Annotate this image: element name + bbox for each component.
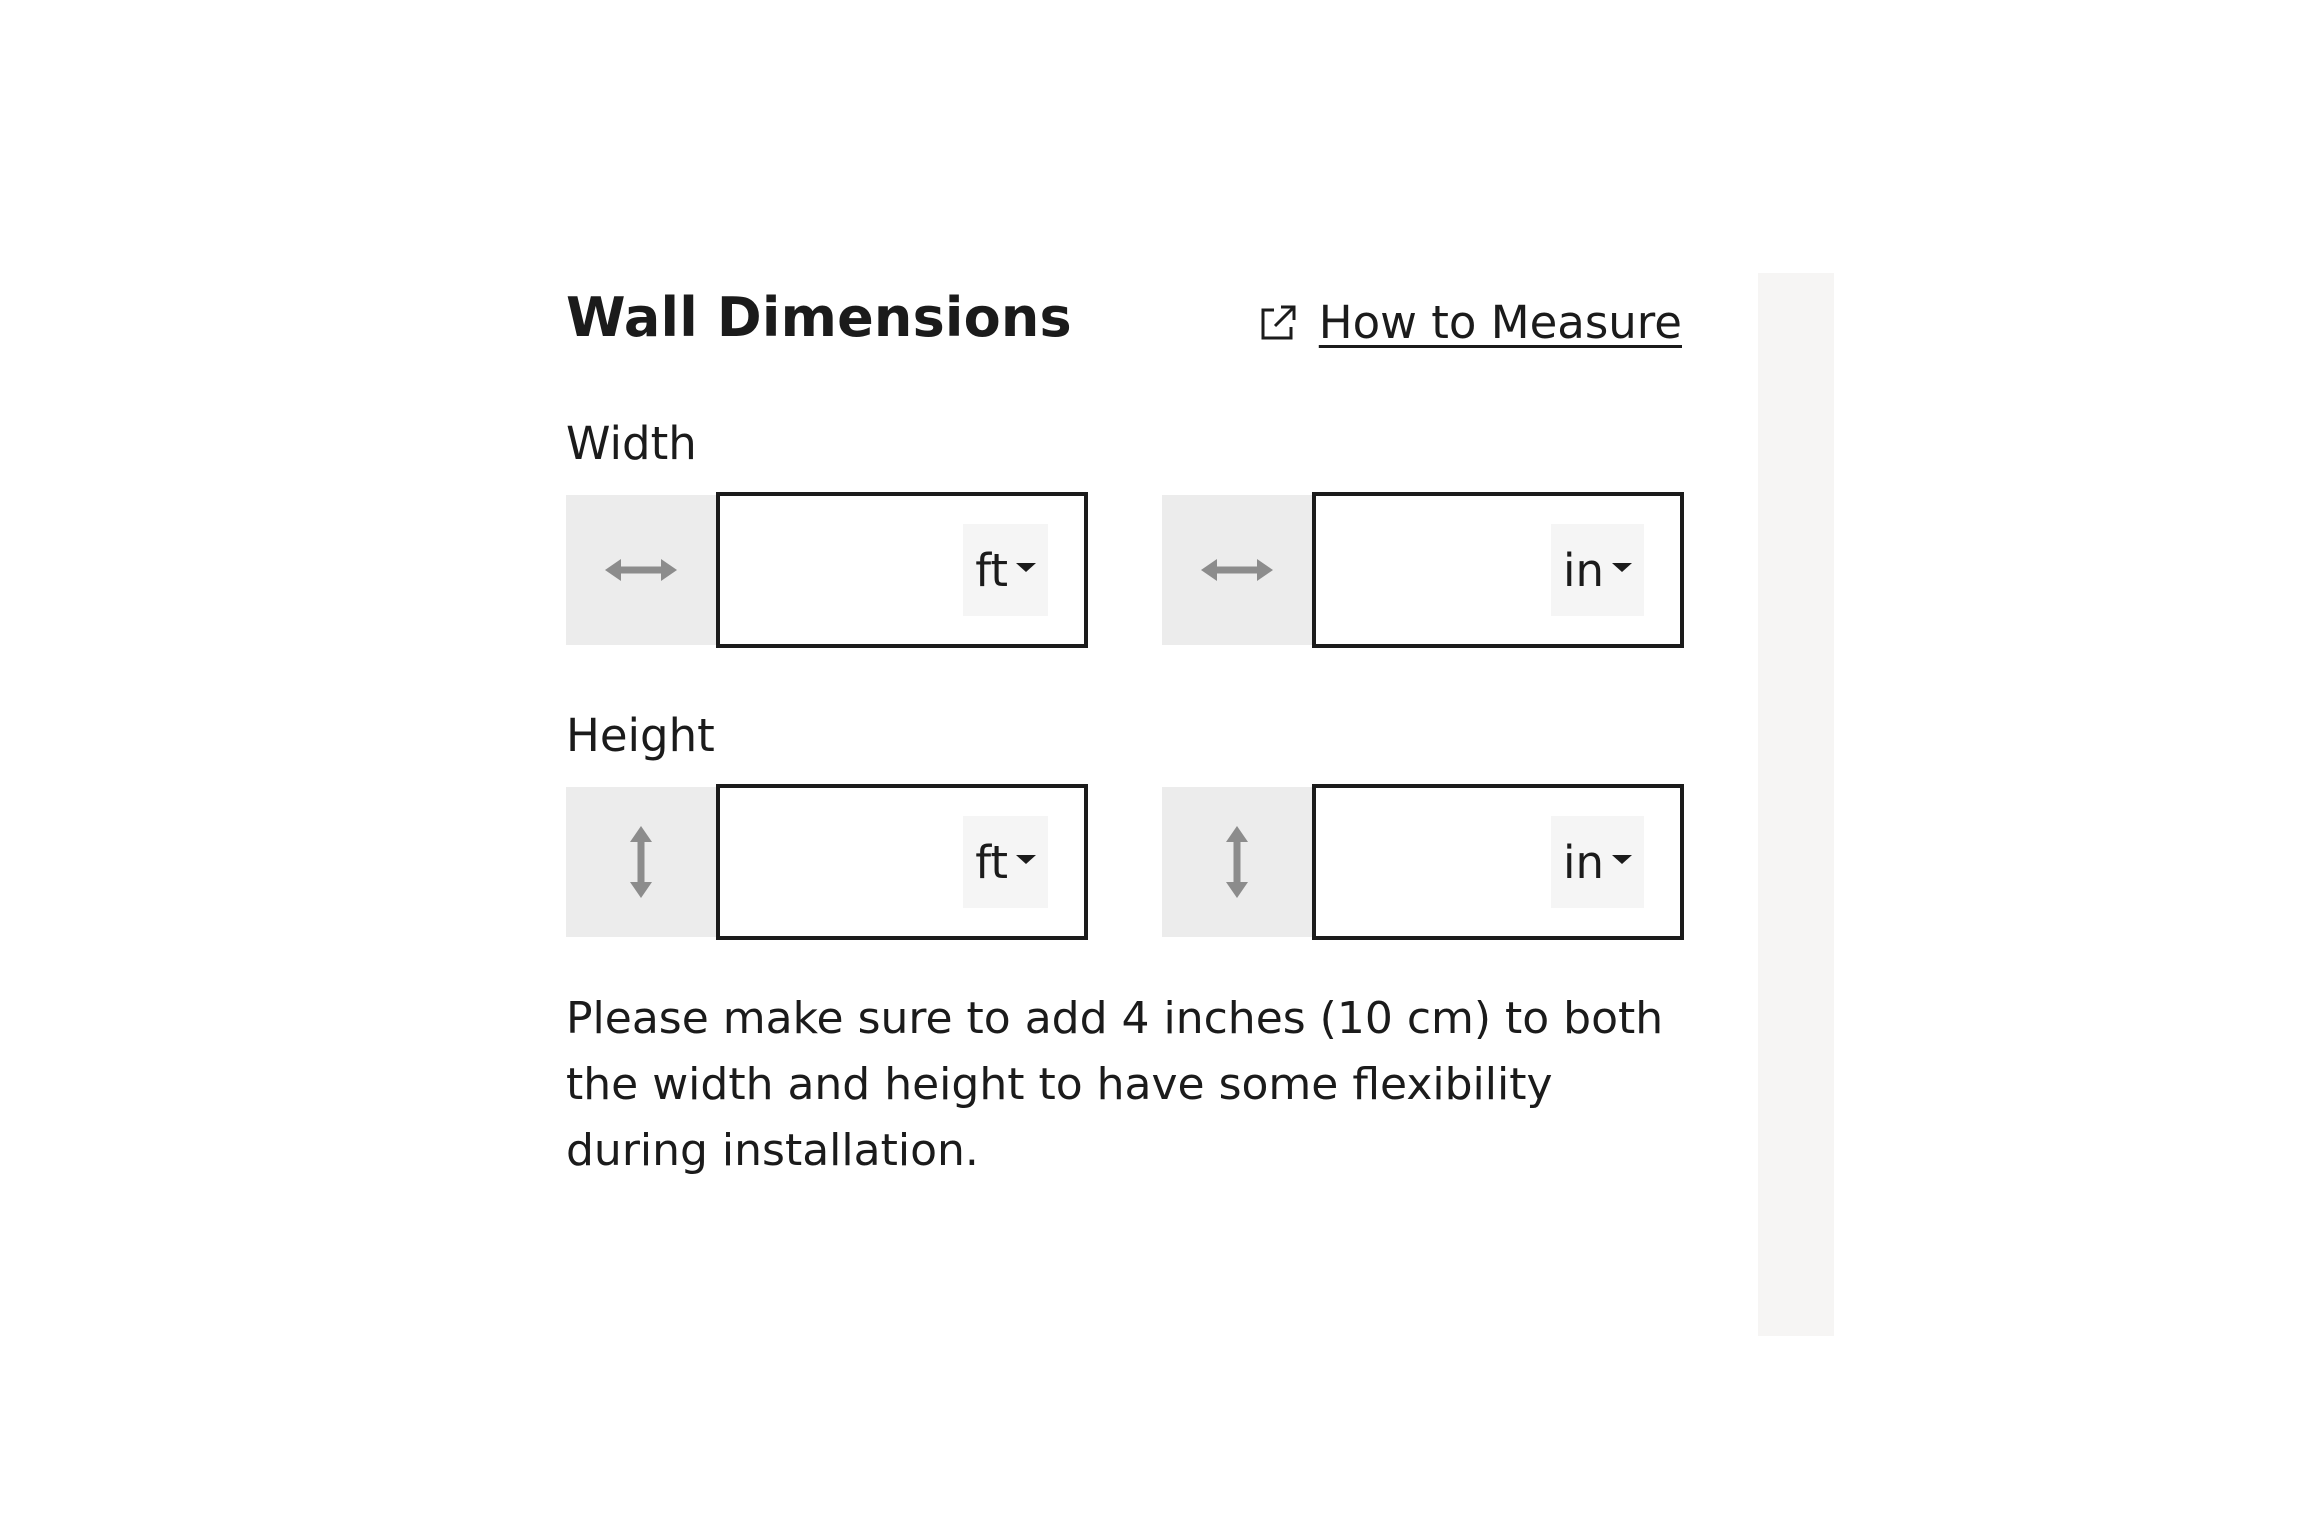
height-label: Height: [566, 709, 715, 762]
width-feet-field: [716, 492, 1088, 648]
chevron-down-icon: [1612, 855, 1632, 864]
height-inches-unit-select[interactable]: [1551, 816, 1644, 908]
height-inches-field: [1312, 784, 1684, 940]
chevron-down-icon: [1016, 855, 1036, 864]
horizontal-arrow-icon: [1162, 495, 1312, 645]
width-feet-unit-select[interactable]: [963, 524, 1048, 616]
height-feet-input[interactable]: [732, 800, 956, 926]
chevron-down-icon: [1016, 563, 1036, 572]
width-feet-unit: ft: [975, 543, 1008, 597]
width-inches-input[interactable]: [1328, 508, 1552, 634]
width-label: Width: [566, 417, 697, 470]
vertical-arrow-icon: [1162, 787, 1312, 937]
vertical-arrow-icon: [566, 787, 716, 937]
height-feet-unit-select[interactable]: [963, 816, 1048, 908]
width-row: [566, 492, 1686, 648]
external-link-icon: [1257, 302, 1299, 344]
width-feet-input[interactable]: [732, 508, 956, 634]
wall-dimensions-panel: [566, 280, 1686, 1184]
height-inches-input[interactable]: [1328, 800, 1552, 926]
measurement-note: Please make sure to add 4 inches (10 cm) to both the width and height to have some flexibility during installation.: [566, 993, 1664, 1176]
width-feet-group: [566, 492, 1088, 648]
horizontal-arrow-icon: [566, 495, 716, 645]
panel-title: Wall Dimensions: [566, 286, 1072, 349]
how-to-measure-label: How to Measure: [1318, 296, 1682, 349]
width-inches-unit-select[interactable]: [1551, 524, 1644, 616]
width-inches-unit: in: [1562, 543, 1604, 597]
height-feet-field: [716, 784, 1088, 940]
chevron-down-icon: [1612, 563, 1632, 572]
width-inches-group: [1162, 492, 1684, 648]
how-to-measure-link[interactable]: [1257, 296, 1682, 349]
height-row: [566, 784, 1686, 940]
height-inches-unit: in: [1562, 835, 1604, 889]
panel-header: [566, 280, 1686, 350]
height-feet-unit: ft: [975, 835, 1008, 889]
height-feet-group: [566, 784, 1088, 940]
height-inches-group: [1162, 784, 1684, 940]
width-inches-field: [1312, 492, 1684, 648]
scroll-track[interactable]: [1758, 273, 1834, 1336]
